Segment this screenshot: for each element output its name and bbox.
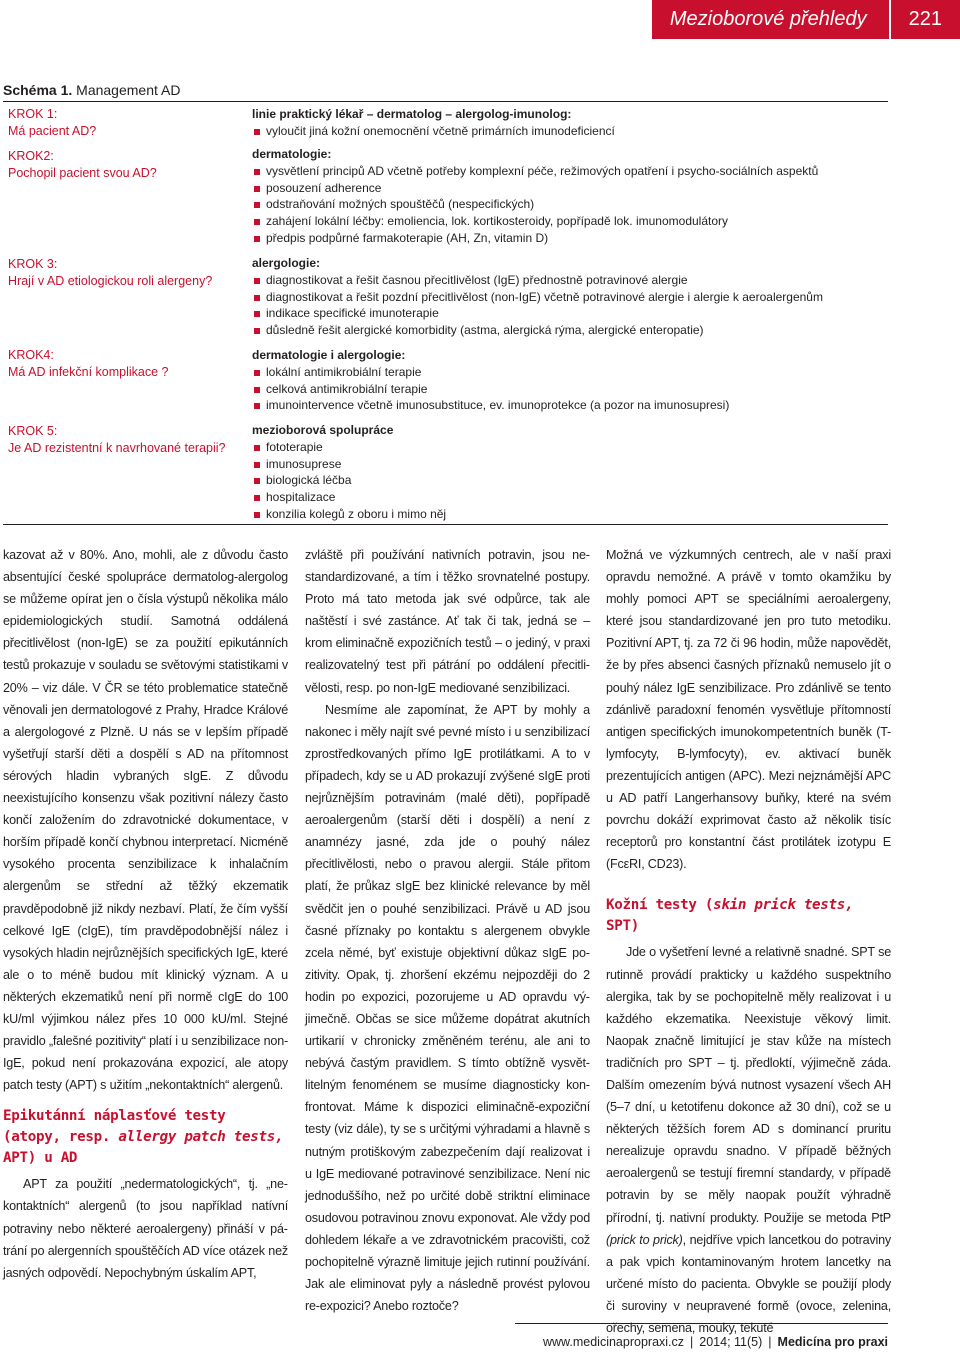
group-item: posouzení adherence	[252, 180, 892, 197]
paragraph: kazovat až v 80%. Ano, mohli, ale z důvodu často absentující české spolupráce dermatolog-alergolog se můžeme opírat jen o čísla výstupů několika málo epidemiologických studií. Samotná oddálená přecitlivělost (non-IgE) se za použití epikutánních testů prokazuje v souladu se světovými statistikami v 20% – viz dále. V ČR se této problematice statečně věnovali jen dermatologové z Prahy, Hradce Králové a alergologové z Plzně. U nás se v lepším případě vyšetřují starší děti a dospělí s AD na přítomnost sérových hladin vybraných sIgE. Z důvodu neexistujícího konsenzu však pozitivní nálezy často končí založením do zdravotnické dokumentace, v horším případě končí chybnou interpretací. Nicméně vysokého procenta senzibilizace k inhalačním alergenům se střední až těžký ekzematik pravděpodobně již nikdy nezbaví. Platí, že čím vyšší celkové IgE (cIgE), tím pravděpodobnější nález i vysokých hladin nejrůznějších specifických IgE, které ale o to méně budou mít klinický význam. A u některých ekzematiků není při normě cIgE do 100 kU/ml výjimkou nález přes 10 000 kU/ml. Stejné pravidlo „falešné pozitivity“ platí i u senzibilizace non-IgE, pokud není prokazována expozicí, ale atopy patch testy (APT) s užitím „nekontaktních“ alergenů.	[3, 548, 288, 1093]
step-question: Má pacient AD?	[8, 124, 97, 138]
group-item: důsledně řešit alergické komorbidity (astma, alergická rýma, alergické enteropatie)	[252, 322, 892, 339]
paragraph: Možná ve výzkumných centrech, ale v naší praxi opravdu nemožné. A právě v tomto okamžiku by mohly pomoci APT se speciálními aeroalergeny, které jsou standardizované jen pro tuto metodiku. Pozitivní APT, tj. za 72 či 96 hodin, může napovědět, že by přes absenci časných příznaků nemuselo jít o pouhý nález IgE senzibilizace. Pro zdánlivě se tento zdánlivě paradoxní fenomén vysvětluje přítomností antigen specifických imunokompetentních buněk (T-lymfocyty, B-lymfocyty), ev. aktivací buněk prezentujících antigen (APC). Mezi nejznámější APC u AD patří Langerhansovy buňky, které na svém povrchu dokáží exprimovat často až několik tisíc receptorů pro konstantní část protilátek izotypu E (FcεRI, CD23).	[606, 548, 891, 872]
group-item: odstraňování možných spouštěčů (nespecifických)	[252, 196, 892, 213]
group-item: vyloučit jiná kožní onemocnění včetně primárních imunodeficiencí	[252, 123, 892, 140]
step-title: KROK4:	[8, 348, 54, 362]
group-heading: linie praktický lékař – dermatolog – alergolog-imunolog:	[252, 107, 572, 121]
heading-italic: allergy patch tests,	[118, 1129, 284, 1146]
heading-text: SPT)	[606, 918, 639, 935]
group-list	[252, 439, 892, 523]
step-question: Pochopil pacient svou AD?	[8, 166, 157, 180]
schema-step	[8, 148, 244, 182]
group-item: předpis podpůrné farmakoterapie (AH, Zn, vitamin D)	[252, 230, 892, 247]
step-title: KROK2:	[8, 149, 54, 163]
schema-caption-label: Schéma 1.	[3, 82, 73, 98]
paragraph: APT za použití „nedermatologických“, tj. „nekontaktních“ alergenů (to jsou například natívní potraviny nebo některé aeroalergeny) přináší v pátrání po alergenních spouštěčích AD více otázek než jasných odpovědí. Nepochybným úskalím APT,	[3, 1177, 288, 1280]
group-list	[252, 364, 892, 414]
text-column-2	[305, 544, 590, 1317]
paragraph-text: , nejdříve vpich lancetkou do potraviny a pak vpich kontaminovaným hrotem lancetky na určené místo do pacienta. Obvykle se použijí plody či suroviny v neupravené formě (ovoce, zelenina, ořechy, semena, mouky, tekuté	[606, 1232, 891, 1335]
footer-url[interactable]: www.medicinapropraxi.cz	[543, 1335, 685, 1349]
step-title: KROK 1:	[8, 107, 58, 121]
schema-caption-text: Management AD	[72, 82, 181, 98]
page-footer	[543, 1335, 888, 1349]
section-title: Mezioborové přehledy	[669, 8, 867, 30]
schema-group	[252, 255, 892, 339]
text-column-3	[606, 544, 891, 1339]
heading-text: Epikutánní náplasťové testy (atopy, resp.	[3, 1108, 226, 1146]
group-list	[252, 163, 892, 247]
footer-issue: 2014; 11(5)	[699, 1335, 763, 1349]
group-list	[252, 123, 892, 140]
text-column-1	[3, 544, 288, 1284]
step-question: Hrají v AD etiologickou roli alergeny?	[8, 274, 213, 288]
paragraph-text: Jde o vyšetření levné a relativně snadné. SPT se rutinně provádí prakticky u každého suspektního alergika, tak by se pochopitelně měly realizovat i u každého ekzematika. Neexistuje věkový limit. Naopak značně limitující je stav kůže na místech tradičních pro SPT – tj. předloktí, výjimečně záda. Dalším omezením bývá nutnost vysazení všech AH (5–7 dní, u ketotifenu dokonce až 30 dní), což se u některých těžších forem AD s dominancí pruritu nerealizuje opravdu snadno. V případě běžných aeroalergenů se testují firemní standardy, v případě potravin by se měly naopak použít výhradně přírodní, tj. nativní produkty. Použije se metoda PtP	[606, 945, 891, 1225]
schema-group	[252, 347, 892, 414]
paragraph	[606, 941, 891, 1339]
section-heading	[606, 895, 891, 937]
step-question: Je AD rezistentní k navrhované terapii?	[8, 441, 226, 455]
schema-top-rule	[3, 101, 888, 102]
group-item: zahájení lokální léčby: emoliencia, lok. kortikosteroidy, popřípadě lok. imunomodulátory	[252, 213, 892, 230]
schema-step	[8, 256, 244, 290]
group-heading: alergologie:	[252, 256, 321, 270]
group-item: imunointervence včetně imunosubstituce, ev. imunoprotekce (a pozor na imunosupresi)	[252, 397, 892, 414]
paragraph: Nesmíme ale zapomínat, že APT by mohly a nakonec i měly najít své pevné místo i u senzibilizací zprostředkovaných přímo IgE protilátkami. A to v případech, kdy se u AD prokazují zvýšené sIgE proti nejrůznějším potravinám (malé děti), popřípadě aeroalergenům (starší děti i dospělí) a není z anamnézy jasné, zda jde o pouhý nález přecitlivělosti, nebo o pravou alergii. Stále přitom platí, že průkaz sIgE bez klinické relevance by měl svědčit jen o pouhé senzibilizaci. Právě u AD jsou časné příznaky po kontaktu s alergenem obvykle zcela němé, byť existuje objektivní důkaz sIgE pozitivity. Opak, tj. zhoršení ekzému nejpozději do 2 hodin po expozici, pozorujeme u AD opravdu výjimečně. Občas se sice můžeme dopátrat akutních urtikarií v chronicky změněném terénu, ale ani to nebývá častým pravidlem. S tímto obtížně vysvětlitelným fenoménem se musíme diagnosticky konfrontovat. Máme k dispozici eliminačně-expoziční testy (viz dále), ty se s určitými výhradami a hlavně s nutným protiškovým zabezpečením dají realizovat i u IgE mediované potravinové senzibilizace. Není nic jednoduššího, než po určité době striktní eliminace osudovou potravinou znovu exponovat. Ale vždy pod dohledem lékaře a ve zdravotnickém pracovišti, což pochopitelně výrazně limituje jejich rutinní používání. Jak ale eliminovat pyly a následně provést pylovou re-expozici? Anebo roztoče?	[305, 702, 590, 1314]
group-item: konzilia kolegů z oboru i mimo něj	[252, 506, 892, 523]
group-item: indikace specifické imunoterapie	[252, 305, 892, 322]
group-heading: dermatologie i alergologie:	[252, 348, 406, 362]
step-title: KROK 3:	[8, 257, 58, 271]
group-item: celková antimikrobiální terapie	[252, 381, 892, 398]
footer-separator: |	[768, 1335, 772, 1349]
heading-text: Kožní testy (	[606, 897, 714, 914]
paragraph: zvláště při používání nativních potravin, jsou nestandardizované, a tím i těžko srovnatelné postupy. Proto má tato metoda jak své odpůrce, tak ale naštěstí i své zastánce. Ať tak či tak, jedná se – krom eliminačně expozičních testů – o jediný, v praxi realizovatelný test při pátrání po oddálení přecitlivělosti, resp. po non-IgE mediované senzibilizaci.	[305, 548, 590, 695]
group-item: hospitalizace	[252, 489, 892, 506]
group-item: imunosuprese	[252, 456, 892, 473]
schema-group	[252, 106, 892, 140]
footer-separator: |	[690, 1335, 694, 1349]
group-heading: dermatologie:	[252, 147, 332, 161]
section-heading	[3, 1106, 288, 1169]
heading-text: APT) u AD	[3, 1150, 78, 1167]
schema-group	[252, 146, 892, 247]
footer-journal: Medicína pro praxi	[777, 1335, 888, 1349]
heading-italic: skin prick tests,	[713, 897, 854, 914]
schema-step	[8, 347, 244, 381]
group-item: biologická léčba	[252, 472, 892, 489]
schema-step	[8, 106, 244, 140]
group-item: diagnostikovat a řešit časnou přecitlivělost (IgE) přednostně potravinové alergie	[252, 272, 892, 289]
group-heading: mezioborová spolupráce	[252, 423, 394, 437]
step-title: KROK 5:	[8, 424, 58, 438]
group-item: vysvětlení principů AD včetně potřeby komplexní péče, režimových opatření i psycho-sociálních aspektů	[252, 163, 892, 180]
page-number: 221	[889, 0, 960, 39]
schema-caption	[3, 82, 180, 98]
footer-rule	[515, 1323, 888, 1324]
paragraph-italic: (prick to prick)	[606, 1232, 683, 1247]
group-item: diagnostikovat a řešit pozdní přecitlivělost (non-IgE) včetně potravinové alergie i alergie k aeroalergenům	[252, 289, 892, 306]
schema-group	[252, 422, 892, 523]
schema-bottom-rule	[3, 524, 888, 525]
page-header	[652, 0, 960, 39]
schema-step	[8, 423, 244, 457]
step-question: Má AD infekční komplikace ?	[8, 365, 169, 379]
group-item: fototerapie	[252, 439, 892, 456]
group-item: lokální antimikrobiální terapie	[252, 364, 892, 381]
group-list	[252, 272, 892, 339]
